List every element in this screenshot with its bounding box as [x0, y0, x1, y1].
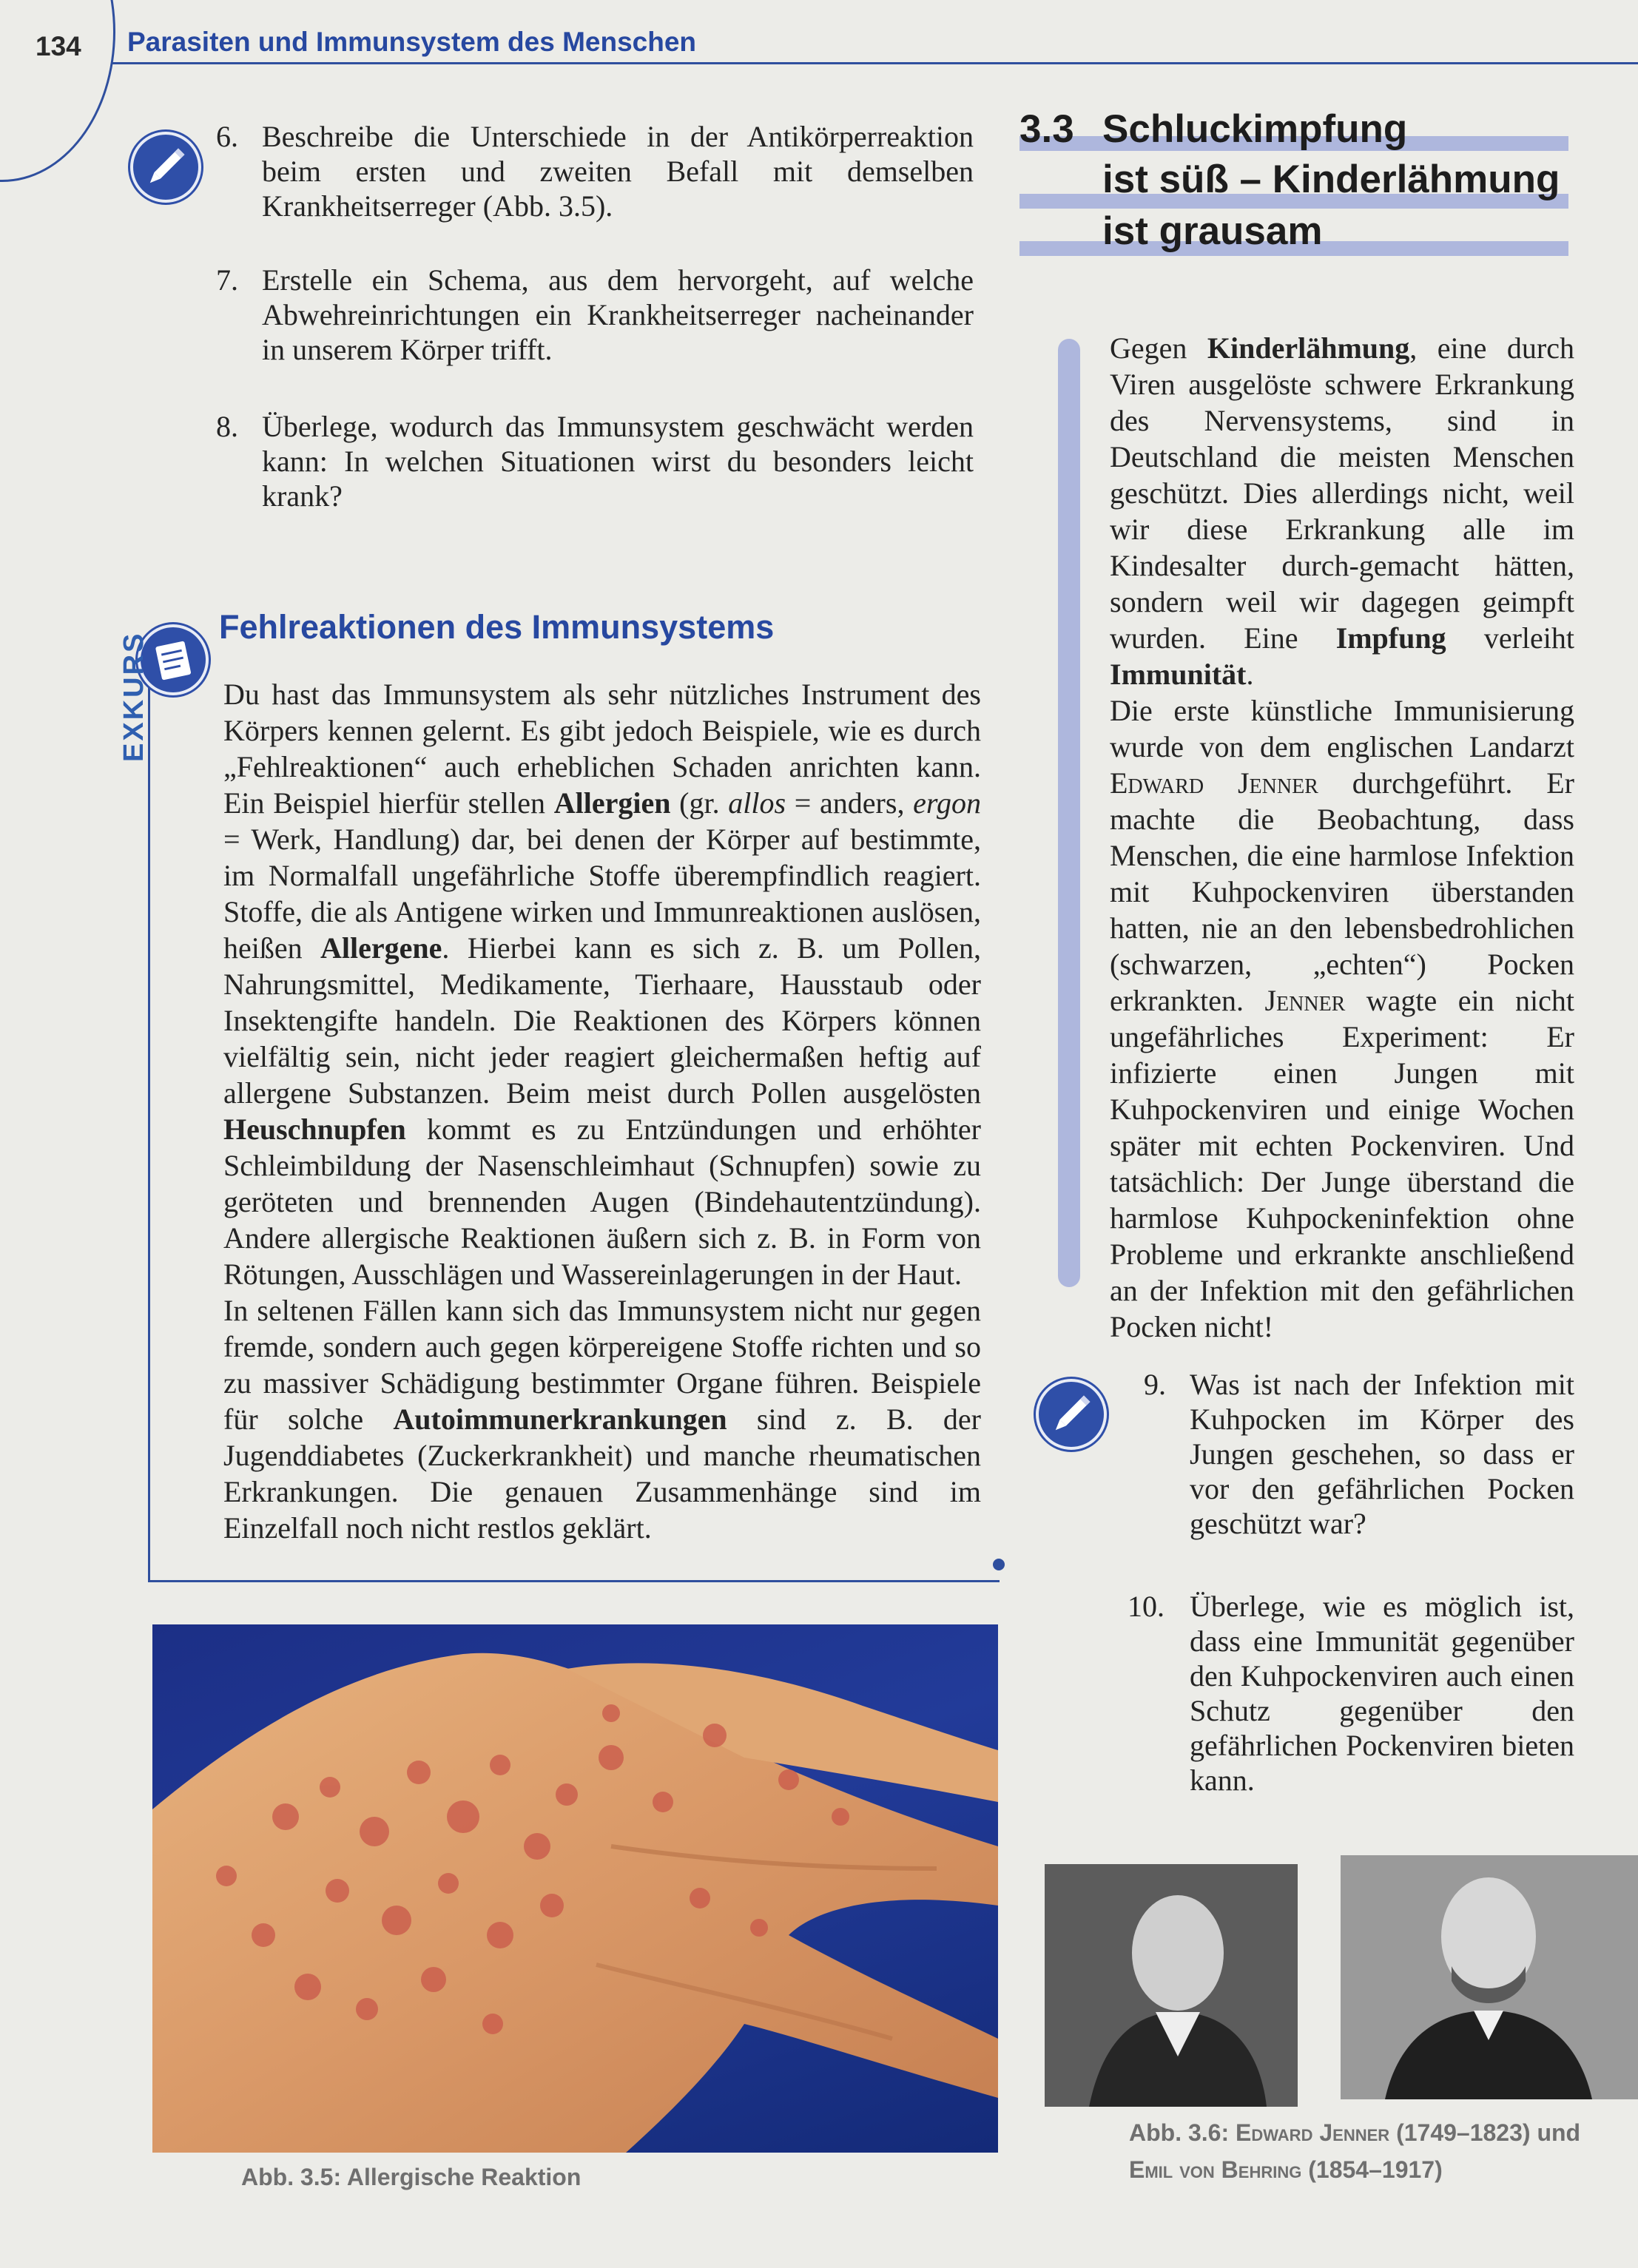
section-intro — [1110, 330, 1574, 1345]
task-10 — [1128, 1589, 1574, 1798]
portrait-emil-von-behring — [1341, 1855, 1638, 2099]
page-number: 134 — [36, 31, 81, 61]
term-heuschnupfen: Heuschnupfen — [223, 1113, 406, 1146]
term-impfung: Impfung — [1335, 621, 1446, 655]
task-number: 6. — [216, 120, 238, 153]
exkurs-label: EXKURS — [118, 631, 149, 762]
exkurs-title: Fehlreaktionen des Immunsystems — [219, 608, 775, 646]
exkurs-body — [223, 676, 981, 1546]
name-edward-jenner: Edward Jenner — [1110, 766, 1318, 800]
exkurs-paragraph-2: In seltenen Fällen kann sich das Immunsystem nicht nur gegen fremde, sondern auch gegen körpereigene Stoffe richten und so zu massiver Schädigung bestimmter Organe führen. Beispiele für solche Autoimmunerkrankungen sind z. B. der Jugenddiabetes (Zuckerkrankheit) und manche rheumatischen Erkrankungen. Die genauen Zusammenhänge sind im Einzelfall noch nicht restlos geklärt. — [223, 1294, 981, 1545]
term-immunitaet: Immunität — [1110, 658, 1247, 691]
intro-paragraph-2: Die erste künstliche Immunisierung wurde von dem englischen Landarzt Edward Jenner durchgeführt. Er machte die Beobachtung, dass Menschen, die eine harmlose Infektion mit Kuhpockenviren überstanden hatten, nie an den lebensbedrohlichen (schwarzen, „echten“) Pocken erkrankten. Jenner wagte ein nicht ungefährliches Experiment: Er infizierte einen Jungen mit Kuhpockenviren und einige Wochen später mit echten Pockenviren. Und tatsächlich: Der Junge überstand die harmlose Kuhpockeninfektion ohne Probleme und erkrankte anschließend an der Infektion mit den gefährlichen Pocken nicht! — [1110, 694, 1574, 1343]
pencil-task-icon — [1036, 1379, 1107, 1450]
exkurs-paragraph-1: Du hast das Immunsystem als sehr nützliches Instrument des Körpers kennen gelernt. Es gibt jedoch Beispiele, wie es durch „Fehlreaktionen“ auch erheblichen Schaden anrichten kann. Ein Beispiel hierfür stellen Allergien (gr. allos = anders, ergon = Werk, Handlung) dar, bei denen der Körper auf bestimmte, im Normalfall ungefährliche Stoffe überempfindlich reagiert. Stoffe, die als Antigene wirken und Immunreaktionen auslösen, heißen Allergene. Hierbei kann es sich z. B. um Pollen, Nahrungsmittel, Medikamente, Tierhaare, Hausstaub oder Insektengifte handeln. Die Reaktionen des Körpers können vielfältig sein, nicht jeder reagiert gleichermaßen heftig auf allergene Substanzen. Beim meist durch Pollen ausgelösten Heuschnupfen kommt es zu Entzündungen und erhöhter Schleimbildung der Nasenschleimhaut (Schnupfen) sowie zu geröteten und brennenden Augen (Bindehautentzündung). Andere allergische Reaktionen äußern sich z. B. in Form von Rötungen, Ausschlägen und Wassereinlagerungen in der Haut. — [223, 678, 981, 1291]
section-number: 3.3 — [1019, 107, 1074, 151]
task-text: Überlege, wodurch das Immunsystem geschwächt werden kann: In welchen Situationen wirst du besonders leicht krank? — [262, 410, 974, 513]
task-number: 7. — [216, 263, 238, 297]
task-number: 10. — [1128, 1590, 1165, 1623]
pencil-task-icon — [130, 132, 201, 203]
task-number: 8. — [216, 410, 238, 443]
task-text: Überlege, wie es möglich ist, dass eine Immunität gegenüber den Kuhpockenviren auch einen Schutz gegenüber den gefährlichen Pockenviren bieten kann. — [1190, 1590, 1574, 1797]
term-allergien: Allergien — [553, 786, 671, 820]
term-allergene: Allergene — [320, 931, 442, 965]
portrait-edward-jenner — [1045, 1864, 1298, 2107]
figure-3-6-caption: Abb. 3.6: Edward Jenner (1749–1823) und Emil von Behring (1854–1917) — [1129, 2119, 1581, 2183]
task-text: Erstelle ein Schema, aus dem hervorgeht, auf welche Abwehreinrichtungen ein Krankheitserreger nacheinander in unserem Körper trifft. — [262, 263, 974, 366]
term-kinderlaehmung: Kinderlähmung — [1207, 331, 1410, 365]
task-text: Beschreibe die Unterschiede in der Antikörperreaktion beim ersten und zweiten Befall mit demselben Krankheitserreger (Abb. 3.5). — [262, 120, 974, 223]
exkurs-end-dot — [993, 1559, 1005, 1570]
task-text: Was ist nach der Infektion mit Kuhpocken im Körper des Jungen geschehen, so dass er vor den gefährlichen Pocken geschützt war? — [1190, 1368, 1574, 1540]
intro-bar — [1058, 339, 1080, 1287]
task-9 — [1144, 1367, 1574, 1541]
name-jenner: Jenner — [1264, 984, 1346, 1017]
photo-allergic-hand — [152, 1624, 998, 2153]
caption-name-behring: Emil von Behring — [1129, 2156, 1302, 2183]
task-number: 9. — [1144, 1368, 1166, 1401]
term-autoimmunerkrankungen: Autoimmunerkrankungen — [393, 1403, 727, 1436]
caption-name-jenner: Edward Jenner — [1236, 2119, 1390, 2146]
header-rule — [111, 62, 1638, 64]
section-title-line-3: ist grausam — [1102, 209, 1323, 253]
figure-3-5-caption: Abb. 3.5: Allergische Reaktion — [241, 2164, 582, 2190]
page-corner-circle — [0, 0, 115, 182]
section-title-line-2: ist süß – Kinderlähmung — [1102, 158, 1560, 201]
running-title: Parasiten und Immunsystem des Menschen — [127, 27, 697, 57]
task-8 — [216, 409, 974, 513]
task-6 — [216, 119, 974, 223]
task-7 — [216, 263, 974, 367]
section-title-line-1: Schluckimpfung — [1102, 107, 1408, 151]
intro-paragraph-1: Gegen Kinderlähmung, eine durch Viren ausgelöste schwere Erkrankung des Nervensystems, sind in Deutschland die meisten Menschen geschützt. Dies allerdings nicht, weil wir diese Erkrankung alle im Kindesalter durch-gemacht hätten, sondern weil wir dagegen geimpft wurden. Eine Impfung verleiht Immunität. — [1110, 331, 1574, 691]
